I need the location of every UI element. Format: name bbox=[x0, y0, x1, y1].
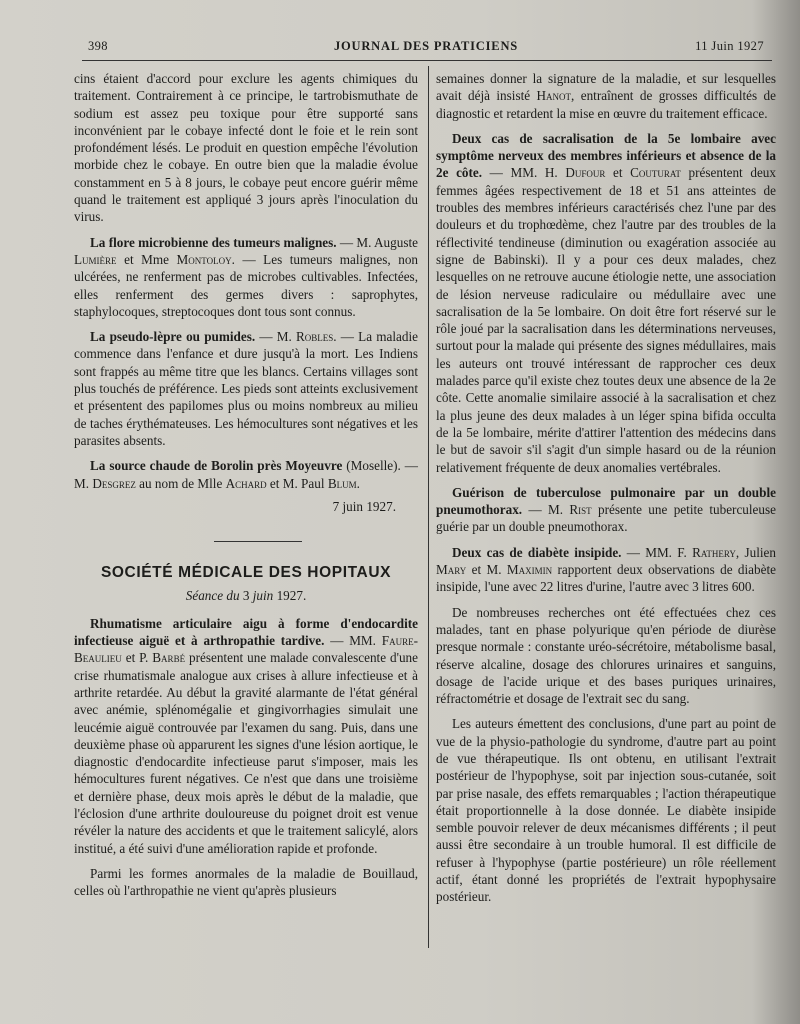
article-title: La flore microbienne des tumeurs malignes. bbox=[90, 234, 337, 250]
author-name: Rist bbox=[569, 502, 592, 518]
session-date: 7 juin 1927. bbox=[332, 498, 396, 514]
article-sacralisation: Deux cas de sacralisation de la 5e lombaire avec symptôme nerveux des membres inférieurs et absence de la 2e côte. — MM. H. Dufour et Couturat présentent deux femmes âgées respectivement de 18 et 51 ans atteintes de troubles des membres inférieurs caractérisés chez l'une par des douleurs et du trophœdème, chez l'autre par des troubles de la réflectivité tendineuse (diminution ou exagération associée au signe de Babinski). Il y a pour ces deux malades, chez lesquelles on ne retrouve aucune étiologie nette, une association de lésion nerveuse radiculaire ou médullaire avec une sacralisation de la 5e lombaire. On doit être fort réservé sur le rôle joué par la sacralisation dans les déterminations nerveuses, surtout pour la malade qui présente des signes médullaires, mais les auteurs ont trouvé intéressant de rapprocher ces deux malades parce qu'il existe chez toutes deux une absence de la 2e côte. Cette anomalie similaire associé à la sacralisation et chez la plus jeune des deux malades à un léger spina bifida occulta de la 5e lombaire, mérite d'attirer l'attention des médecins dans le but de savoir s'il s'agit d'un simple hasard ou de la réunion relativement fréquente de deux anomalies vertébrales. bbox=[436, 130, 776, 475]
author-name: Hanot bbox=[536, 88, 572, 104]
paragraph-continuation: cins étaient d'accord pour exclure les agents chimiques du traitement. Contrairement à ce principe, le tartrobismuthate de sodium est assez peu toxique pour être supporté sans inconvénient par le cobaye infecté dont le foie et le rein sont profondément lésés. Le produit en question empêche l'évolution morbide chez le cobaye. En outre bien que la maladie évolue constamment en 5 à 8 jours, le cobaye peut encore guérir même quand le traitement est appliqué 3 jours après l'inoculation du virus. bbox=[74, 71, 418, 225]
author-name: Barbé bbox=[152, 650, 186, 666]
author-name: Couturat bbox=[630, 165, 681, 181]
article-title: Guérison de tuberculose pulmonaire par un double pneumothorax. bbox=[436, 484, 776, 518]
paragraph: De nombreuses recherches ont été effectuées chez ces malades, tant en phase polyurique qu'en période de diurèse presque normale : constante uréo-sécrétoire, métabolisme basal, réserve alcaline, dosage des chlorures urinaires et sanguins, dosage de l'acide urique et des bases puriques urinaires, réfractométrie et dosage de l'extrait sec du sang. bbox=[436, 604, 776, 707]
article-flore: La flore microbienne des tumeurs malignes. — M. Auguste Lumière et Mme Montoloy. — Les tumeurs malignes, non ulcérées, ne renferment pas de microbes cultivables. Infectées, elles renferment des germes divers : saprophytes, staphylocoques, streptocoques dont tous sont connus. bbox=[74, 234, 419, 319]
author-name: Achard bbox=[225, 475, 267, 491]
author-name: Lumière bbox=[74, 251, 117, 267]
article-rhumatisme: Rhumatisme articulaire aigu à forme d'endocardite infectieuse aiguë et à arthropathie tardive. — MM. Faure-Beaulieu et P. Barbé présentent une malade convalescente d'une crise rhumatismale analogue aux crises à allure infectieuse et à arthrite retardée. Au début la gravité alarmante de l'état général avec anémie, splénomégalie et gingivorrhagies simulait une leucémie aiguë controuvée par l'examen du sang. Puis, dans une deuxième phase où apparurent les signes d'une lésion aortique, le diagnostic d'endocardite infectieuse parut s'imposer, mais les hémocultures furent négatives. Ce n'est que dans une troisième et dernière phase, deux mois après le début de la maladie, que l'éclosion d'une arthrite douloureuse du poignet droit est venue révéler la nature des accidents et que le traitement salicylé, alors institué, a été suivi d'une amélioration rapide et profonde. bbox=[74, 615, 418, 856]
paragraph: Parmi les formes anormales de la maladie de Bouillaud, celles où l'arthropathie ne vient qu'après plusieurs bbox=[74, 865, 418, 899]
article-title: Deux cas de sacralisation de la 5e lombaire avec symptôme nerveux des membres inférieurs et absence de la 2e côte. bbox=[436, 130, 776, 181]
left-column bbox=[74, 70, 418, 907]
paragraph-continuation: semaines donner la signature de la maladie, et sur lesquelles avait déjà insisté Hanot, entraînent de grosses difficultés de diagnostic et retardent la mise en œuvre du traitement efficace. bbox=[436, 71, 776, 121]
issue-date: 11 Juin 1927 bbox=[695, 39, 764, 53]
author-name: Montoloy bbox=[176, 251, 232, 267]
seance-line: Séance du 3 juin 1927. bbox=[185, 588, 307, 604]
header-rule bbox=[82, 60, 772, 61]
article-source-chaude: La source chaude de Borolin près Moyeuvre (Moselle). — M. Desgrez au nom de Mlle Achard et M. Paul Blum. bbox=[74, 458, 418, 491]
author-name: Robles bbox=[295, 329, 334, 345]
page-number: 398 bbox=[88, 39, 108, 53]
article-pseudo-lepre: La pseudo-lèpre ou pumides. — M. Robles. — La maladie commence dans l'enfance et dure jusqu'à la mort. Les Indiens sont frappés au même titre que les blancs. Certains villages sont plus touchés de préférence. Les pieds sont atteints exclusivement et présentent des papilomes plus ou moins nombreux au milieu de taches érythémateuses. Les hémocultures sont négatives et les parasites absents. bbox=[74, 329, 418, 448]
journal-title: JOURNAL DES PRATICIENS bbox=[333, 39, 519, 53]
author-name: Maximin bbox=[506, 562, 553, 578]
article-tuberculose: Guérison de tuberculose pulmonaire par un double pneumothorax. — M. Rist présente une petite tuberculeuse guérie par un double pneumothorax. bbox=[436, 484, 776, 535]
author-name: Faure-Beaulieu bbox=[74, 633, 418, 666]
article-diabete: Deux cas de diabète insipide. — MM. F. Rathery, Julien Mary et M. Maximin rapportent deux observations de diabète insipide, l'une avec 22 litres d'urine, l'autre avec 3 litres 600. bbox=[436, 544, 776, 595]
author-name: Rathery bbox=[692, 544, 736, 560]
article-title: Rhumatisme articulaire aigu à forme d'endocardite infectieuse aiguë et à arthropathie tardive. bbox=[74, 615, 418, 649]
column-divider bbox=[428, 66, 429, 948]
author-name: Dufour bbox=[565, 165, 606, 181]
article-title: Deux cas de diabète insipide. bbox=[452, 544, 622, 560]
right-column bbox=[436, 70, 776, 914]
running-header bbox=[88, 36, 764, 58]
article-title: La source chaude de Borolin près Moyeuvre bbox=[90, 458, 343, 474]
author-name: Mary bbox=[436, 562, 467, 578]
author-name: Blum bbox=[327, 475, 357, 491]
article-title: La pseudo-lèpre ou pumides. bbox=[90, 329, 256, 345]
section-title: SOCIÉTÉ MÉDICALE DES HOPITAUX bbox=[100, 564, 392, 582]
author-name: Desgrez bbox=[92, 475, 136, 491]
section-separator bbox=[214, 541, 302, 542]
paragraph: Les auteurs émettent des conclusions, d'une part au point de vue de la physio-pathologie du syndrome, d'autre part au point de vue thérapeutique. Ils ont obtenu, en utilisant l'extrait postérieur de l'hypophyse, soit par injection sous-cutanée, soit par prise nasale, des effets remarquables ; l'action thérapeutique était proportionnelle à la dose donnée. Le diabète insipide semble pouvoir relever de deux mécanismes différents ; il peut aussi être secondaire à un trouble humoral. Il est difficile de refuser à l'hypophyse (partie postérieure) un rôle réellement actif, étant donné les propriétés de l'extrait hypophysaire postérieur. bbox=[436, 716, 776, 905]
